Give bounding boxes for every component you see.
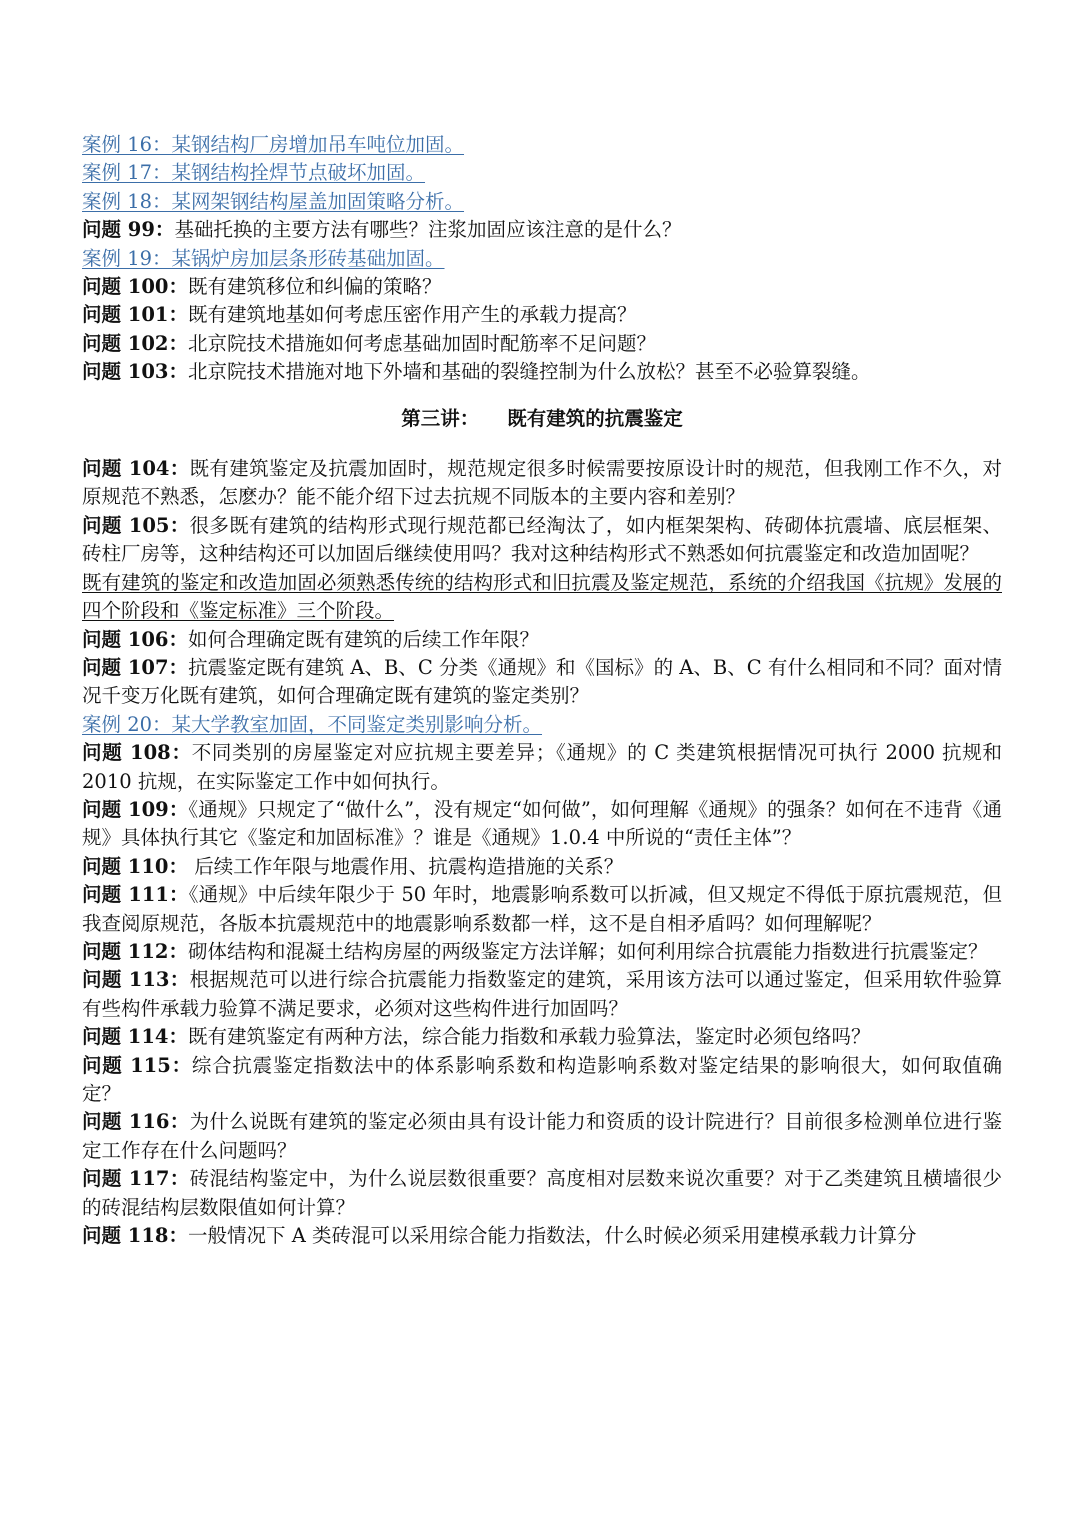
note-text: 既有建筑的鉴定和改造加固必须熟悉传统的结构形式和旧抗震及鉴定规范，系统的介绍我国《抗规》发展的四个阶段和《鉴定标准》三个阶段。 <box>82 570 1002 623</box>
question-label: 问题 108： <box>82 741 192 765</box>
question-text: 北京院技术措施对地下外墙和基础的裂缝控制为什么放松？甚至不必验算裂缝。 <box>188 360 871 384</box>
document-page <box>82 131 1002 1250</box>
question-item <box>82 1222 1002 1250</box>
question-text: 《通规》只规定了“做什么”，没有规定“如何做”，如何理解《通规》的强条？如何在不违背《通规》具体执行其它《鉴定和加固标准》？谁是《通规》1.0.4 中所说的“责任主体”？ <box>82 797 1002 850</box>
question-item <box>82 1023 1002 1051</box>
question-item <box>82 626 1002 654</box>
question-item <box>82 1108 1002 1165</box>
question-text: 综合抗震鉴定指数法中的体系影响系数和构造影响系数对鉴定结果的影响很大，如何取值确定？ <box>82 1053 1002 1105</box>
question-text: 根据规范可以进行综合抗震能力指数鉴定的建筑，采用该方法可以通过鉴定，但采用软件验算有些构件承载力验算不满足要求，必须对这些构件进行加固吗？ <box>82 968 1002 1020</box>
question-label: 问题 103： <box>82 360 188 384</box>
case-link[interactable]: 案例 18：某网架钢结构屋盖加固策略分析。 <box>82 189 465 213</box>
question-label: 问题 115： <box>82 1053 192 1077</box>
question-item <box>82 966 1002 1023</box>
question-text: 既有建筑鉴定有两种方法，综合能力指数和承载力验算法，鉴定时必须包络吗？ <box>188 1025 871 1049</box>
question-text: 不同类别的房屋鉴定对应抗规主要差异；《通规》的 C 类建筑根据情况可执行 2000 抗规和 2010 抗规，在实际鉴定工作中如何执行。 <box>82 741 1003 793</box>
question-label: 问题 105： <box>82 513 190 537</box>
section-title-topic: 既有建筑的抗震鉴定 <box>507 406 683 430</box>
question-text: 既有建筑鉴定及抗震加固时，规范规定很多时候需要按原设计时的规范，但我刚工作不久，对原规范不熟悉，怎麽办？能不能介绍下过去抗规不同版本的主要内容和差别？ <box>82 457 1002 509</box>
question-label: 问题 111： <box>82 883 189 907</box>
case-link[interactable]: 案例 17：某钢结构拴焊节点破坏加固。 <box>82 161 426 185</box>
question-text: 砖混结构鉴定中，为什么说层数很重要？高度相对层数来说次重要？对于乙类建筑且横墙很少的砖混结构层数限值如何计算？ <box>82 1167 1002 1219</box>
question-label: 问题 114： <box>82 1025 188 1049</box>
question-label: 问题 112： <box>82 939 188 963</box>
section-title-lecture: 第三讲： <box>401 406 480 430</box>
question-item <box>82 1165 1002 1222</box>
question-item <box>82 216 1002 244</box>
main-item-list <box>82 455 1002 1250</box>
case-item <box>82 245 1002 273</box>
question-text: 砌体结构和混凝土结构房屋的两级鉴定方法详解；如何利用综合抗震能力指数进行抗震鉴定？ <box>188 939 988 963</box>
question-item <box>82 301 1002 329</box>
question-item <box>82 654 1002 711</box>
question-item <box>82 938 1002 966</box>
question-label: 问题 110： <box>82 854 188 878</box>
case-item <box>82 159 1002 187</box>
note-item <box>82 569 1002 626</box>
question-label: 问题 100： <box>82 275 188 299</box>
question-item <box>82 273 1002 301</box>
case-link[interactable]: 案例 16：某钢结构厂房增加吊车吨位加固。 <box>82 133 465 156</box>
question-item <box>82 358 1002 386</box>
question-label: 问题 106： <box>82 627 188 651</box>
question-text: 北京院技术措施如何考虑基础加固时配筋率不足问题？ <box>188 331 657 355</box>
question-label: 问题 113： <box>82 968 190 992</box>
question-text: 抗震鉴定既有建筑 A、B、C 分类《通规》和《国标》的 A、B、C 有什么相同和不同？面对情况千变万化既有建筑，如何合理确定既有建筑的鉴定类别？ <box>82 655 1002 708</box>
question-label: 问题 117： <box>82 1167 190 1191</box>
question-text: 如何合理确定既有建筑的后续工作年限？ <box>188 627 540 651</box>
question-item <box>82 512 1002 569</box>
top-item-list <box>82 131 1002 387</box>
question-label: 问题 101： <box>82 303 188 327</box>
question-text: 为什么说既有建筑的鉴定必须由具有设计能力和资质的设计院进行？目前很多检测单位进行鉴定工作存在什么问题吗？ <box>82 1110 1002 1162</box>
question-text: 很多既有建筑的结构形式现行规范都已经淘汰了，如内框架架构、砖砌体抗震墙、底层框架、砖柱厂房等，这种结构还可以加固后继续使用吗？我对这种结构形式不熟悉如何抗震鉴定和改造加固呢？ <box>82 513 1002 566</box>
question-item <box>82 853 1002 881</box>
case-link[interactable]: 案例 20：某大学教室加固，不同鉴定类别影响分析。 <box>82 712 543 736</box>
question-label: 问题 118： <box>82 1224 188 1248</box>
question-text: 基础托换的主要方法有哪些？注浆加固应该注意的是什么？ <box>174 218 682 242</box>
question-item <box>82 739 1002 796</box>
question-text: 后续工作年限与地震作用、抗震构造措施的关系？ <box>188 854 624 878</box>
question-label: 问题 109： <box>82 797 189 821</box>
question-text: 既有建筑地基如何考虑压密作用产生的承载力提高？ <box>188 303 637 327</box>
question-text: 《通规》中后续年限少于 50 年时，地震影响系数可以折减，但又规定不得低于原抗震规范，但我查阅原规范，各版本抗震规范中的地震影响系数都一样，这不是自相矛盾吗？如何理解呢？ <box>82 883 1002 935</box>
question-item <box>82 796 1002 853</box>
question-item <box>82 881 1002 938</box>
question-text: 一般情况下 A 类砖混可以采用综合能力指数法，什么时候必须采用建模承载力计算分 <box>188 1224 917 1248</box>
question-item <box>82 330 1002 358</box>
case-link[interactable]: 案例 19：某锅炉房加层条形砖基础加固。 <box>82 246 445 270</box>
question-label: 问题 104： <box>82 457 190 481</box>
question-item <box>82 455 1002 512</box>
question-item <box>82 1052 1002 1109</box>
question-label: 问题 102： <box>82 331 188 355</box>
question-label: 问题 99： <box>82 218 175 242</box>
question-text: 既有建筑移位和纠偏的策略？ <box>188 275 442 299</box>
section-title <box>82 405 1002 433</box>
case-item <box>82 711 1002 739</box>
question-label: 问题 116： <box>82 1110 190 1134</box>
question-label: 问题 107： <box>82 655 189 679</box>
case-item <box>82 188 1002 216</box>
case-item <box>82 131 1002 159</box>
